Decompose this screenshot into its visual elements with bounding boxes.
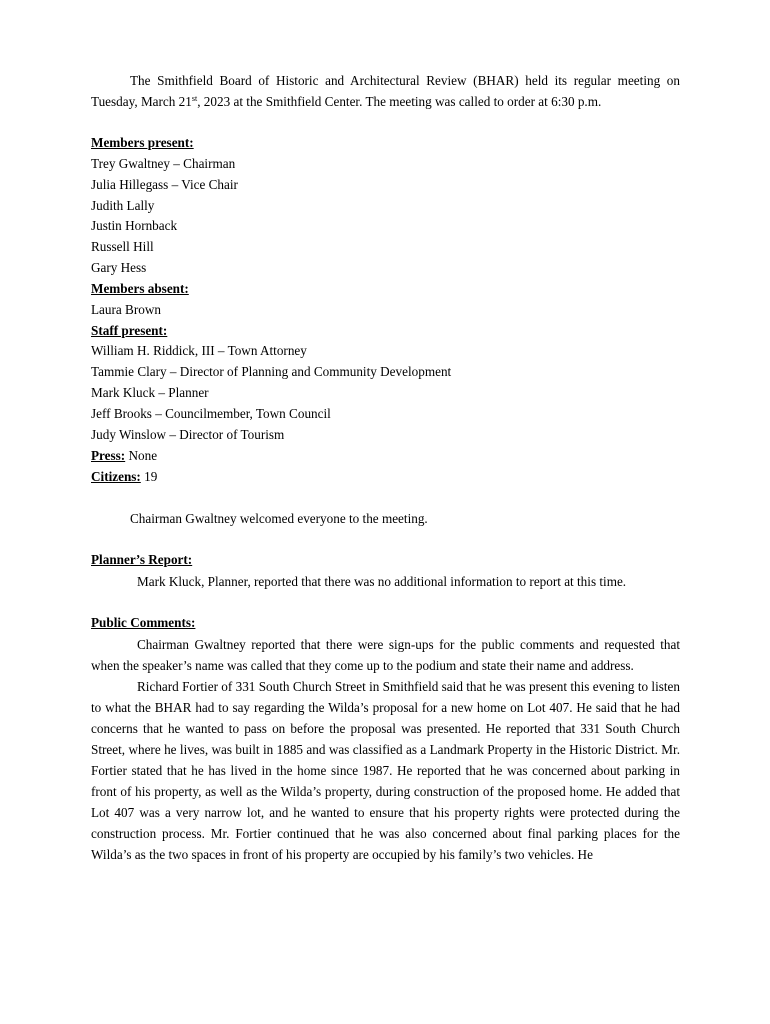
public-comments-heading: Public Comments: xyxy=(91,615,196,631)
member-present-item: Justin Hornback xyxy=(91,218,178,234)
member-present-item: Judith Lally xyxy=(91,197,155,213)
members-present-heading: Members present: xyxy=(91,135,194,150)
staff-present-item: Judy Winslow – Director of Tourism xyxy=(91,426,285,442)
staff-present-item: Tammie Clary – Director of Planning and Community Development xyxy=(91,364,452,380)
intro-superscript: st xyxy=(191,94,198,103)
document-page xyxy=(91,70,680,865)
staff-present-item: William H. Riddick, III – Town Attorney xyxy=(91,343,307,359)
press-line xyxy=(91,446,680,467)
citizens-line xyxy=(91,467,680,488)
staff-present-item: Mark Kluck – Planner xyxy=(91,385,209,401)
planners-report-heading: Planner’s Report: xyxy=(91,552,193,568)
intro-paragraph xyxy=(91,70,680,112)
citizens-label: Citizens: xyxy=(91,468,141,484)
member-present-item: Julia Hillegass – Vice Chair xyxy=(91,176,238,192)
intro-text-part1: The Smithfield Board of Historic and Architectural Review (BHAR) held its regular meeting on Tuesday, March 21 xyxy=(91,73,680,109)
planners-report-paragraph: Mark Kluck, Planner, reported that there was no additional information to report at this time. xyxy=(137,574,627,590)
citizens-value: 19 xyxy=(140,468,158,484)
staff-present-heading: Staff present: xyxy=(91,322,168,338)
member-absent-item: Laura Brown xyxy=(91,301,161,317)
public-comments-paragraph: Chairman Gwaltney reported that there were sign-ups for the public comments and requested that when the speaker’s name was called that they come up to the podium and state their name and address. xyxy=(91,637,680,674)
member-present-item: Russell Hill xyxy=(91,239,154,255)
press-label: Press: xyxy=(91,447,126,463)
intro-text-part2: , 2023 at the Smithfield Center. The meeting was called to order at 6:30 p.m. xyxy=(197,94,602,109)
member-present-item: Gary Hess xyxy=(91,260,147,276)
members-absent-heading: Members absent: xyxy=(91,280,189,296)
member-present-item: Trey Gwaltney – Chairman xyxy=(91,155,236,171)
public-comments-paragraph: Richard Fortier of 331 South Church Street in Smithfield said that he was present this evening to listen to what the BHAR had to say regarding the Wilda’s proposal for a new home on Lot 407. He said that he had concerns that he wanted to pass on before the proposal was presented. He reported that 331 South Church Street, where he lives, was built in 1885 and was classified as a Landmark Property in the Historic District. Mr. Fortier stated that he has lived in the home since 1987. He reported that he was concerned about parking in front of his property, as well as the Wilda’s property, during construction of the proposed home. He added that Lot 407 was a very narrow lot, and he wanted to ensure that his property rights were protected during the construction process. Mr. Fortier continued that he was also concerned about final parking places for the Wilda’s as the two spaces in front of his property are occupied by his family’s two vehicles. He xyxy=(91,679,680,863)
staff-present-item: Jeff Brooks – Councilmember, Town Council xyxy=(91,405,331,421)
welcome-paragraph: Chairman Gwaltney welcomed everyone to the meeting. xyxy=(130,511,428,527)
press-value: None xyxy=(125,447,158,463)
